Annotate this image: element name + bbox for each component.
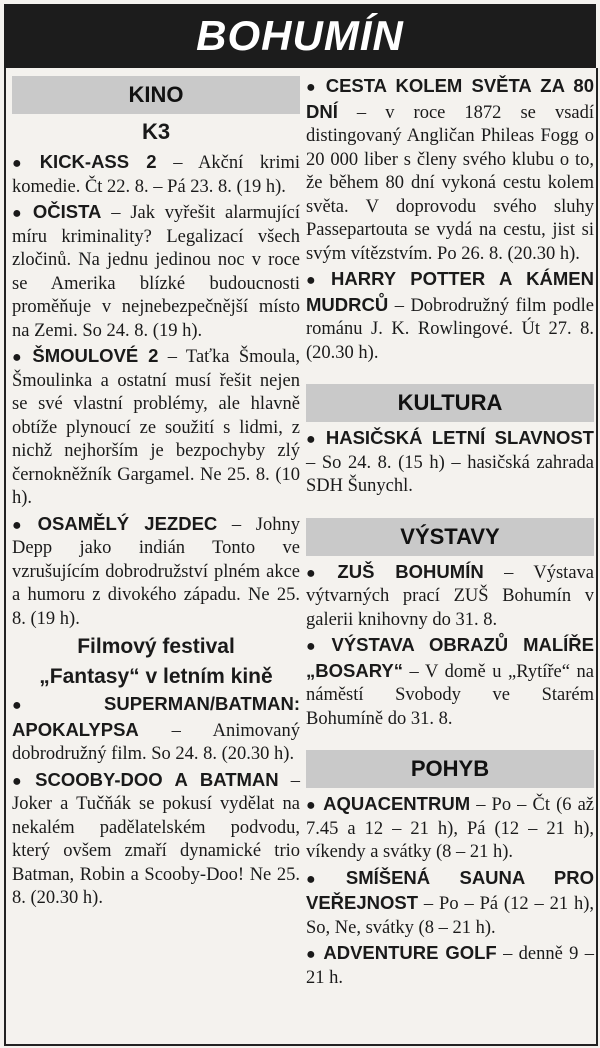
listing-title: SMÍŠENÁ SAUNA PRO VEŘEJNOST [306, 866, 594, 913]
listing-text: – Joker a Tučňák se pokusí vydělat na nekalém padělatelském podvodu, který ovšem zmaří dynamické trio Batman, Robin a Scooby-Doo! Ne 25. 8. (20.30 h). [12, 770, 300, 908]
listing-smisena-sauna [306, 866, 594, 941]
listing-text: – denně 9 – 21 h. [306, 944, 594, 988]
section-pohyb-heading: POHYB [306, 750, 594, 788]
section-kultura-heading: KULTURA [306, 384, 594, 422]
listing-aquacentrum [306, 792, 594, 865]
listing-osamely-jezdec [12, 512, 300, 632]
bullet-icon: ● [306, 431, 320, 448]
bullet-icon: ● [306, 797, 318, 814]
section-vystavy-heading: VÝSTAVY [306, 518, 594, 556]
listing-title: KICK-ASS 2 [39, 151, 157, 172]
listing-text: – Jak vyřešit alarmující míru kriminality? Legalizací všech zločinů. Na jednu jedinou noc v roce se Amerika blízké budoucnosti proměňuje v nejnebezpečnější místo na Zemi. So 24. 8. (19 h). [12, 203, 300, 341]
listing-title: ZUŠ BOHUMÍN [337, 560, 484, 582]
bullet-icon: ● [306, 870, 340, 888]
venue-k3: K3 [141, 119, 171, 144]
bullet-icon: ● [306, 272, 325, 289]
listing-cesta-kolem-sveta [306, 74, 594, 266]
listing-title: OČISTA [32, 201, 102, 222]
left-column [12, 74, 300, 912]
bullet-icon: ● [306, 946, 318, 963]
section-kino-heading: KINO [12, 76, 300, 114]
listing-text: – Dobrodružný film podle románu J. K. Rowlingové. Út 27. 8. (20.30 h). [306, 295, 594, 363]
listing-title: ADVENTURE GOLF [323, 942, 497, 963]
bullet-icon: ● [306, 564, 332, 582]
listing-title: AQUACENTRUM [323, 793, 471, 814]
listing-vystava-bosary [306, 633, 594, 731]
listing-text: – Po – Čt (6 až 7.45 a 12 – 21 h), Pá (12 – 21 h), víkendy a svátky (8 – 21 h). [306, 795, 594, 862]
bullet-icon: ● [12, 697, 99, 714]
listing-title: HARRY POTTER A KÁMEN MUDRCŮ [306, 268, 594, 315]
listing-title: ŠMOULOVÉ 2 [32, 345, 159, 366]
listing-text: – V domě u „Rytíře“ na náměstí Svobody ve Starém Bohumíně do 31. 8. [306, 661, 594, 729]
page-title: BOHUMÍN [4, 4, 596, 68]
listing-scooby-doo [12, 768, 300, 911]
listing-adventure-golf [306, 941, 594, 990]
bullet-icon: ● [306, 638, 326, 655]
listing-title: SUPERMAN/BATMAN: APOKALYPSA [12, 693, 300, 740]
listing-smoulove-2 [12, 344, 300, 511]
bullet-icon: ● [12, 772, 30, 790]
listing-hasicska-slavnost [306, 426, 594, 499]
right-column [306, 74, 594, 991]
listing-harry-potter [306, 267, 594, 365]
listing-title: SCOOBY-DOO A BATMAN [35, 768, 279, 790]
listing-text: – Výstava výtvarných prací ZUŠ Bohumín v galerii knihovny do 31. 8. [306, 562, 594, 630]
listing-zus-bohumin [306, 560, 594, 633]
listing-text: – Johny Depp jako indián Tonto ve vzrušujícím dobrodružství plném akce a humoru z divokého západu. Ne 25. 8. (19 h). [12, 514, 301, 629]
listing-ocista [12, 200, 300, 343]
listing-text: – Animovaný dobrodružný film. So 24. 8. (20.30 h). [12, 720, 300, 764]
bullet-icon: ● [12, 349, 27, 366]
listing-text: – Akční krimi komedie. Čt 22. 8. – Pá 23. 8. (19 h). [12, 153, 300, 197]
bullet-icon: ● [306, 79, 320, 96]
listing-title: VÝSTAVA OBRAZŮ MALÍŘE „BOSARY“ [306, 634, 594, 681]
listing-superman-batman [12, 692, 300, 767]
listing-title: OSAMĚLÝ JEZDEC [37, 512, 218, 534]
listing-title: CESTA KOLEM SVĚTA ZA 80 DNÍ [306, 75, 594, 122]
bullet-icon: ● [12, 155, 34, 172]
listing-text: – Taťka Šmoula, Šmoulinka a ostatní musí řešit nejen se své vlastní problémy, ale hlavně obtíže plynoucí ze soužití s lidmi, z nichž nejhorším je bezpochyby zlý černokněžník Gargamel. Ne 25. 8. (10 h). [12, 347, 300, 508]
listing-kick-ass-2 [12, 150, 300, 199]
bullet-icon: ● [12, 205, 27, 222]
festival-subtitle: „Fantasy“ v letním kině [39, 665, 273, 688]
festival-title: Filmový festival [77, 635, 235, 658]
listing-text: – So 24. 8. (15 h) – hasičská zahrada SDH Šunychl. [306, 452, 594, 496]
listing-text: – Po – Pá (12 – 21 h), So, Ne, svátky (8 – 21 h). [306, 894, 594, 938]
listing-text: – v roce 1872 se vsadí distingovaný Angličan Phileas Fogg o 20 000 liber s členy svého klubu o to, že během 80 dní vykoná cestu kolem světa. V doprovodu svého sluhy Passepartouta se vydá na cestu, jist si svým vítězstvím. Po 26. 8. (20.30 h). [306, 102, 594, 264]
listing-title: HASIČSKÁ LETNÍ SLAVNOST [325, 427, 594, 448]
bullet-icon: ● [12, 516, 32, 534]
